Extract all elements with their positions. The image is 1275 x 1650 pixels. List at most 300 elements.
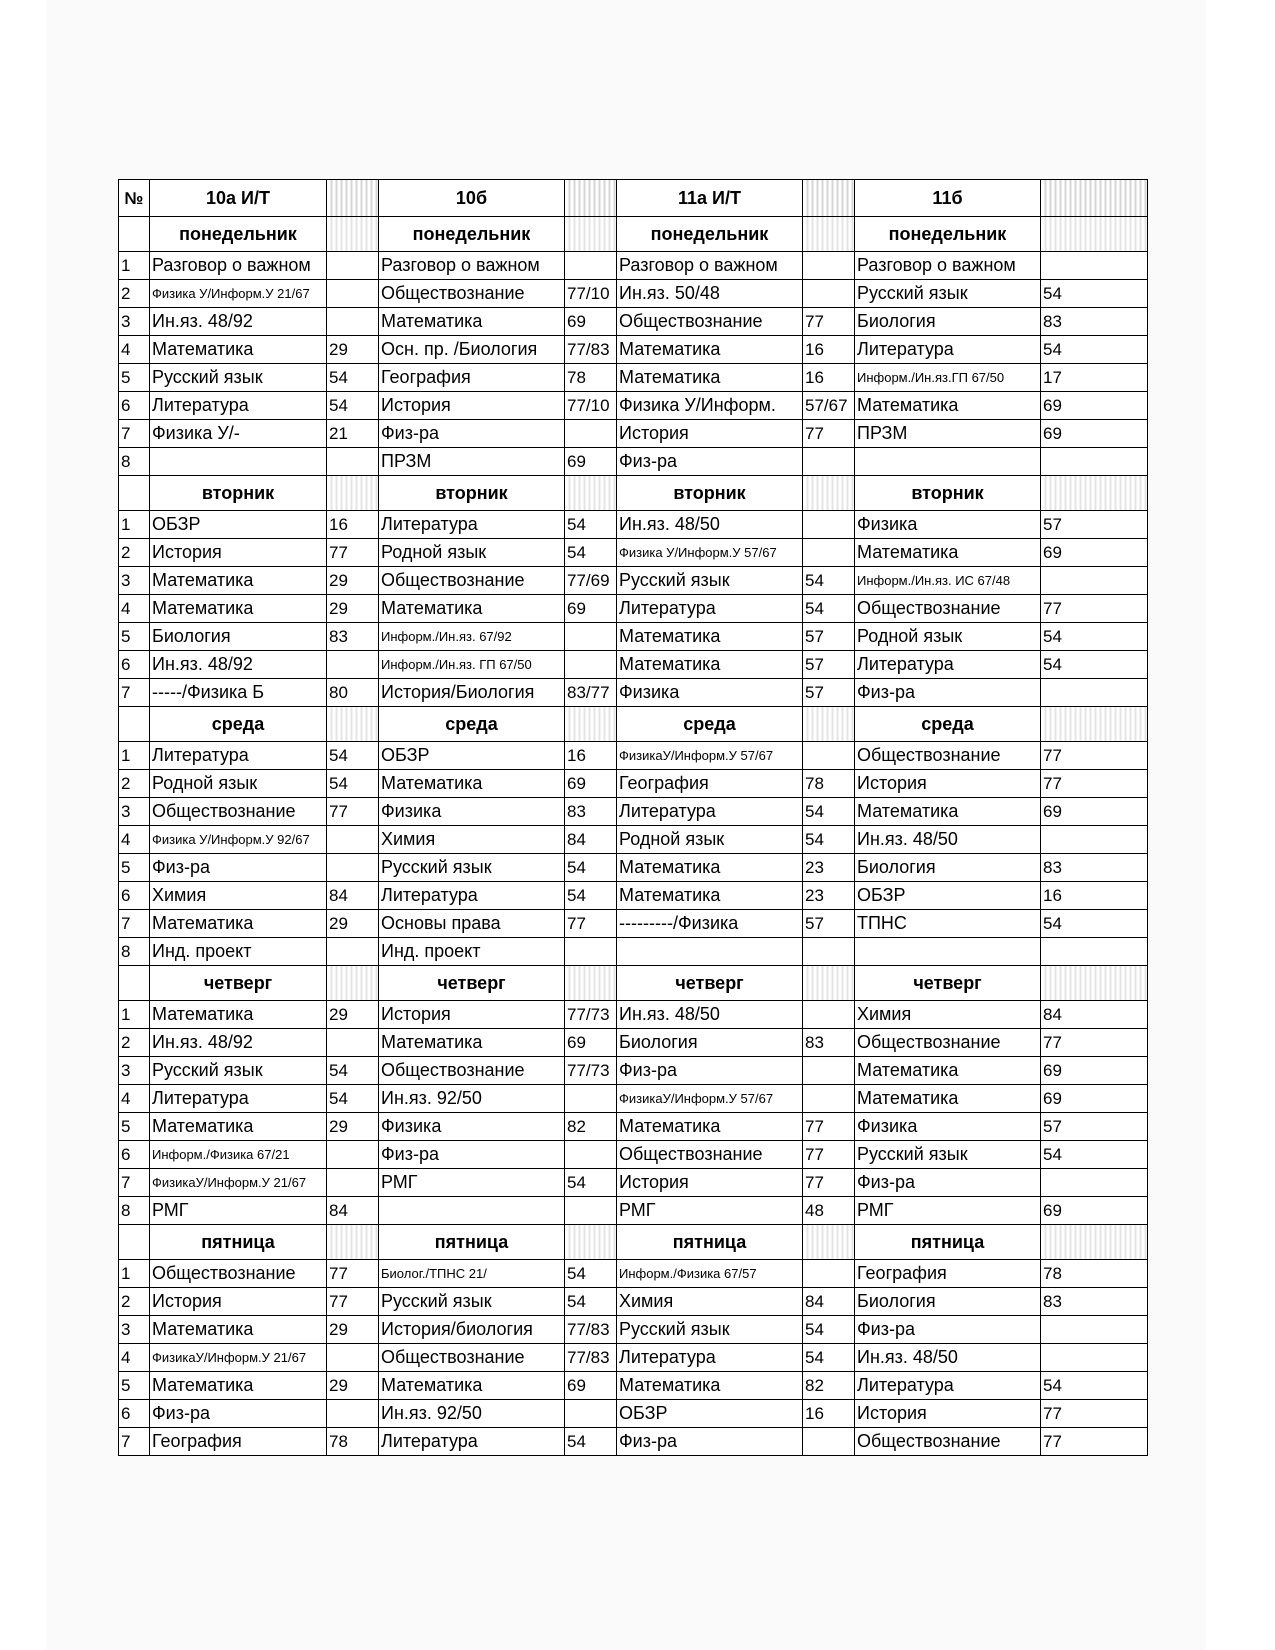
day-name: пятница — [379, 1225, 565, 1260]
day-band — [327, 217, 379, 252]
day-band — [803, 476, 855, 511]
room-cell: 84 — [327, 1197, 379, 1225]
lesson-number: 8 — [119, 448, 150, 476]
room-cell: 77/73 — [565, 1057, 617, 1085]
lesson-row — [119, 392, 1148, 420]
room-cell: 54 — [327, 742, 379, 770]
lesson-row — [119, 770, 1148, 798]
lesson-number: 1 — [119, 1260, 150, 1288]
subject-cell: Информ./Физика 67/57 — [617, 1260, 803, 1288]
room-cell: 83 — [1041, 1288, 1148, 1316]
day-name: среда — [855, 707, 1041, 742]
subject-cell: Информ./Ин.яз. ИС 67/48 — [855, 567, 1041, 595]
subject-cell: Математика — [855, 1085, 1041, 1113]
room-cell — [565, 1400, 617, 1428]
day-band — [327, 707, 379, 742]
subject-cell: История — [855, 770, 1041, 798]
lesson-row — [119, 511, 1148, 539]
room-cell: 69 — [1041, 1085, 1148, 1113]
subject-cell: Математика — [855, 1057, 1041, 1085]
subject-cell: Обществознание — [379, 280, 565, 308]
subject-cell: Литература — [855, 336, 1041, 364]
subject-cell: Информ./Физика 67/21 — [150, 1141, 327, 1169]
subject-cell: Биология — [617, 1029, 803, 1057]
room-cell: 54 — [1041, 1372, 1148, 1400]
day-name: четверг — [617, 966, 803, 1001]
lesson-row — [119, 742, 1148, 770]
subject-cell: Русский язык — [855, 1141, 1041, 1169]
room-cell — [803, 539, 855, 567]
room-cell: 69 — [565, 308, 617, 336]
lesson-number: 3 — [119, 1057, 150, 1085]
lesson-row — [119, 1197, 1148, 1225]
lesson-row — [119, 798, 1148, 826]
lesson-row — [119, 679, 1148, 707]
subject-cell: Литература — [855, 651, 1041, 679]
lesson-number: 6 — [119, 1400, 150, 1428]
room-cell: 16 — [803, 336, 855, 364]
room-cell: 77 — [803, 1141, 855, 1169]
subject-cell: Физ-ра — [617, 1428, 803, 1456]
subject-cell: ---------/Физика — [617, 910, 803, 938]
room-cell: 69 — [565, 448, 617, 476]
room-cell: 54 — [565, 854, 617, 882]
lesson-row — [119, 1372, 1148, 1400]
subject-cell: Ин.яз. 92/50 — [379, 1085, 565, 1113]
subject-cell: РМГ — [150, 1197, 327, 1225]
subject-cell: ОБЗР — [379, 742, 565, 770]
day-name: понедельник — [855, 217, 1041, 252]
room-cell — [1041, 252, 1148, 280]
day-band — [565, 707, 617, 742]
day-num-blank — [119, 217, 150, 252]
room-cell — [565, 1141, 617, 1169]
lesson-number: 3 — [119, 798, 150, 826]
subject-cell: Обществознание — [855, 1029, 1041, 1057]
room-cell — [565, 420, 617, 448]
room-cell: 29 — [327, 567, 379, 595]
room-cell — [327, 1400, 379, 1428]
subject-cell: Математика — [617, 1113, 803, 1141]
subject-cell: Математика — [379, 1029, 565, 1057]
room-cell: 83 — [327, 623, 379, 651]
room-cell: 57 — [1041, 1113, 1148, 1141]
room-cell: 77/69 — [565, 567, 617, 595]
lesson-row — [119, 882, 1148, 910]
subject-cell: Физика — [617, 679, 803, 707]
subject-cell: Русский язык — [379, 854, 565, 882]
subject-cell: Обществознание — [617, 308, 803, 336]
lesson-number: 2 — [119, 770, 150, 798]
room-cell: 29 — [327, 336, 379, 364]
day-band — [803, 1225, 855, 1260]
room-cell — [327, 448, 379, 476]
room-cell: 54 — [327, 392, 379, 420]
day-name: четверг — [379, 966, 565, 1001]
lesson-number: 1 — [119, 511, 150, 539]
room-cell — [327, 1141, 379, 1169]
room-cell: 77 — [803, 1113, 855, 1141]
room-cell: 54 — [803, 826, 855, 854]
day-name: понедельник — [150, 217, 327, 252]
subject-cell: Русский язык — [855, 280, 1041, 308]
subject-cell: Родной язык — [379, 539, 565, 567]
room-cell — [565, 623, 617, 651]
subject-cell: Математика — [150, 336, 327, 364]
room-cell: 16 — [803, 1400, 855, 1428]
subject-cell: ОБЗР — [150, 511, 327, 539]
room-cell: 77 — [803, 308, 855, 336]
room-cell — [327, 651, 379, 679]
subject-cell: Математика — [150, 595, 327, 623]
subject-cell: Родной язык — [855, 623, 1041, 651]
subject-cell: География — [617, 770, 803, 798]
subject-cell: Химия — [855, 1001, 1041, 1029]
subject-cell: Ин.яз. 48/92 — [150, 651, 327, 679]
subject-cell: Математика — [150, 1001, 327, 1029]
day-band — [1041, 707, 1148, 742]
subject-cell: Литература — [379, 511, 565, 539]
subject-cell: Информ./Ин.яз. 67/92 — [379, 623, 565, 651]
room-cell — [565, 938, 617, 966]
lesson-number: 1 — [119, 742, 150, 770]
day-name: пятница — [150, 1225, 327, 1260]
room-cell: 84 — [803, 1288, 855, 1316]
lesson-row — [119, 1113, 1148, 1141]
day-name: четверг — [150, 966, 327, 1001]
room-cell: 69 — [565, 770, 617, 798]
day-band — [803, 707, 855, 742]
room-cell — [1041, 1169, 1148, 1197]
room-cell — [803, 1001, 855, 1029]
header-class-11a: 11а И/Т — [617, 180, 803, 217]
subject-cell: Литература — [617, 798, 803, 826]
header-band — [327, 180, 379, 217]
subject-cell — [150, 448, 327, 476]
subject-cell: ФизикаУ/Информ.У 21/67 — [150, 1344, 327, 1372]
lesson-number: 4 — [119, 826, 150, 854]
day-header-row — [119, 707, 1148, 742]
subject-cell: Математика — [617, 882, 803, 910]
room-cell: 23 — [803, 882, 855, 910]
lesson-number: 7 — [119, 1428, 150, 1456]
lesson-row — [119, 910, 1148, 938]
subject-cell: Обществознание — [379, 567, 565, 595]
subject-cell: ФизикаУ/Информ.У 21/67 — [150, 1169, 327, 1197]
room-cell: 83 — [1041, 308, 1148, 336]
lesson-row — [119, 595, 1148, 623]
room-cell: 54 — [803, 798, 855, 826]
day-name: среда — [379, 707, 565, 742]
lesson-row — [119, 567, 1148, 595]
room-cell — [803, 742, 855, 770]
day-name: понедельник — [617, 217, 803, 252]
lesson-number: 5 — [119, 623, 150, 651]
lesson-number: 5 — [119, 1372, 150, 1400]
day-name: вторник — [855, 476, 1041, 511]
lesson-number: 4 — [119, 595, 150, 623]
room-cell: 54 — [1041, 910, 1148, 938]
subject-cell: Литература — [379, 1428, 565, 1456]
room-cell: 78 — [327, 1428, 379, 1456]
lesson-number: 2 — [119, 539, 150, 567]
room-cell: 54 — [565, 1428, 617, 1456]
subject-cell: Математика — [617, 623, 803, 651]
subject-cell: РМГ — [617, 1197, 803, 1225]
subject-cell: Обществознание — [855, 742, 1041, 770]
room-cell — [327, 252, 379, 280]
lesson-number: 4 — [119, 1344, 150, 1372]
lesson-number: 4 — [119, 336, 150, 364]
subject-cell: ПРЗМ — [855, 420, 1041, 448]
room-cell: 29 — [327, 1372, 379, 1400]
subject-cell: История — [617, 420, 803, 448]
day-header-row — [119, 476, 1148, 511]
lesson-row — [119, 420, 1148, 448]
room-cell — [1041, 826, 1148, 854]
lesson-row — [119, 1057, 1148, 1085]
subject-cell: География — [150, 1428, 327, 1456]
room-cell: 78 — [803, 770, 855, 798]
subject-cell: Ин.яз. 50/48 — [617, 280, 803, 308]
lesson-number: 1 — [119, 1001, 150, 1029]
lesson-row — [119, 336, 1148, 364]
subject-cell: Физика У/- — [150, 420, 327, 448]
subject-cell: Математика — [617, 651, 803, 679]
subject-cell: РМГ — [855, 1197, 1041, 1225]
subject-cell: ОБЗР — [855, 882, 1041, 910]
subject-cell: Русский язык — [617, 567, 803, 595]
room-cell — [1041, 567, 1148, 595]
lesson-number: 2 — [119, 1288, 150, 1316]
subject-cell — [855, 448, 1041, 476]
room-cell — [327, 854, 379, 882]
header-num: № — [119, 180, 150, 217]
subject-cell: Химия — [617, 1288, 803, 1316]
header-class-11b: 11б — [855, 180, 1041, 217]
room-cell — [565, 252, 617, 280]
room-cell: 69 — [565, 595, 617, 623]
room-cell: 54 — [327, 364, 379, 392]
subject-cell: Математика — [617, 336, 803, 364]
schedule-body — [119, 180, 1148, 1456]
room-cell: 77 — [1041, 742, 1148, 770]
day-name: четверг — [855, 966, 1041, 1001]
room-cell — [1041, 938, 1148, 966]
room-cell: 84 — [565, 826, 617, 854]
subject-cell: Родной язык — [150, 770, 327, 798]
subject-cell: Литература — [150, 1085, 327, 1113]
room-cell: 83 — [1041, 854, 1148, 882]
room-cell — [803, 1057, 855, 1085]
room-cell: 84 — [1041, 1001, 1148, 1029]
room-cell: 29 — [327, 910, 379, 938]
room-cell — [803, 252, 855, 280]
day-band — [565, 966, 617, 1001]
subject-cell: Информ./Ин.яз.ГП 67/50 — [855, 364, 1041, 392]
room-cell: 17 — [1041, 364, 1148, 392]
room-cell — [803, 1260, 855, 1288]
subject-cell: Ин.яз. 48/50 — [617, 511, 803, 539]
lesson-number: 7 — [119, 679, 150, 707]
header-band — [803, 180, 855, 217]
subject-cell: История/биология — [379, 1316, 565, 1344]
room-cell: 82 — [565, 1113, 617, 1141]
lesson-number: 5 — [119, 1113, 150, 1141]
subject-cell: Обществознание — [855, 595, 1041, 623]
room-cell: 54 — [565, 511, 617, 539]
room-cell: 69 — [1041, 539, 1148, 567]
lesson-row — [119, 448, 1148, 476]
subject-cell: Осн. пр. /Биология — [379, 336, 565, 364]
lesson-number: 6 — [119, 882, 150, 910]
room-cell: 54 — [327, 770, 379, 798]
room-cell: 54 — [565, 1169, 617, 1197]
lesson-row — [119, 308, 1148, 336]
room-cell: 54 — [803, 1344, 855, 1372]
lesson-number: 8 — [119, 938, 150, 966]
room-cell: 69 — [565, 1372, 617, 1400]
lesson-number: 6 — [119, 1141, 150, 1169]
subject-cell: Биология — [855, 1288, 1041, 1316]
subject-cell: ПРЗМ — [379, 448, 565, 476]
subject-cell: Обществознание — [379, 1344, 565, 1372]
lesson-number: 7 — [119, 910, 150, 938]
subject-cell — [617, 938, 803, 966]
room-cell — [327, 280, 379, 308]
subject-cell: Информ./Ин.яз. ГП 67/50 — [379, 651, 565, 679]
room-cell: 77 — [1041, 1400, 1148, 1428]
room-cell: 77/83 — [565, 1316, 617, 1344]
room-cell: 54 — [327, 1085, 379, 1113]
lesson-row — [119, 1316, 1148, 1344]
subject-cell: Инд. проект — [150, 938, 327, 966]
lesson-row — [119, 252, 1148, 280]
day-band — [1041, 476, 1148, 511]
room-cell — [1041, 1316, 1148, 1344]
subject-cell: Русский язык — [150, 364, 327, 392]
room-cell: 54 — [1041, 651, 1148, 679]
subject-cell: Родной язык — [617, 826, 803, 854]
room-cell: 78 — [1041, 1260, 1148, 1288]
subject-cell: Обществознание — [617, 1141, 803, 1169]
room-cell: 69 — [1041, 1197, 1148, 1225]
room-cell: 77/10 — [565, 280, 617, 308]
lesson-number: 6 — [119, 392, 150, 420]
room-cell: 77/10 — [565, 392, 617, 420]
subject-cell: Физ-ра — [617, 448, 803, 476]
room-cell: 23 — [803, 854, 855, 882]
day-band — [1041, 1225, 1148, 1260]
lesson-row — [119, 1001, 1148, 1029]
subject-cell: Русский язык — [617, 1316, 803, 1344]
room-cell — [565, 1085, 617, 1113]
lesson-row — [119, 1344, 1148, 1372]
day-name: вторник — [617, 476, 803, 511]
lesson-number: 5 — [119, 854, 150, 882]
subject-cell: РМГ — [379, 1169, 565, 1197]
room-cell: 57/67 — [803, 392, 855, 420]
room-cell — [327, 1029, 379, 1057]
room-cell: 83 — [803, 1029, 855, 1057]
subject-cell: География — [379, 364, 565, 392]
subject-cell: Математика — [150, 567, 327, 595]
lesson-row — [119, 854, 1148, 882]
lesson-row — [119, 1428, 1148, 1456]
day-header-row — [119, 217, 1148, 252]
day-num-blank — [119, 707, 150, 742]
room-cell: 69 — [1041, 392, 1148, 420]
day-band — [803, 217, 855, 252]
subject-cell: Литература — [379, 882, 565, 910]
lesson-row — [119, 1400, 1148, 1428]
subject-cell: История — [379, 1001, 565, 1029]
room-cell: 77/73 — [565, 1001, 617, 1029]
day-num-blank — [119, 966, 150, 1001]
header-band — [565, 180, 617, 217]
room-cell: 77 — [327, 798, 379, 826]
lesson-number: 3 — [119, 567, 150, 595]
room-cell: 69 — [1041, 1057, 1148, 1085]
room-cell — [1041, 1344, 1148, 1372]
lesson-row — [119, 280, 1148, 308]
subject-cell: Математика — [379, 308, 565, 336]
room-cell: 80 — [327, 679, 379, 707]
room-cell: 77 — [1041, 1029, 1148, 1057]
subject-cell: Математика — [855, 798, 1041, 826]
subject-cell: Литература — [617, 1344, 803, 1372]
room-cell — [565, 651, 617, 679]
room-cell — [803, 1085, 855, 1113]
room-cell: 54 — [1041, 280, 1148, 308]
lesson-number: 3 — [119, 1316, 150, 1344]
subject-cell: Русский язык — [150, 1057, 327, 1085]
subject-cell: Биология — [855, 854, 1041, 882]
lesson-number: 8 — [119, 1197, 150, 1225]
subject-cell: История — [617, 1169, 803, 1197]
lesson-row — [119, 826, 1148, 854]
room-cell: 21 — [327, 420, 379, 448]
room-cell: 54 — [565, 1288, 617, 1316]
room-cell: 69 — [1041, 798, 1148, 826]
day-band — [1041, 217, 1148, 252]
room-cell: 57 — [803, 679, 855, 707]
subject-cell: Физ-ра — [617, 1057, 803, 1085]
subject-cell: История/Биология — [379, 679, 565, 707]
room-cell: 48 — [803, 1197, 855, 1225]
room-cell — [803, 280, 855, 308]
day-band — [565, 1225, 617, 1260]
room-cell: 77 — [327, 1288, 379, 1316]
subject-cell: История — [379, 392, 565, 420]
subject-cell: Математика — [617, 1372, 803, 1400]
room-cell: 29 — [327, 1113, 379, 1141]
room-cell: 29 — [327, 1316, 379, 1344]
header-class-10b: 10б — [379, 180, 565, 217]
subject-cell: Математика — [379, 1372, 565, 1400]
subject-cell: Физ-ра — [379, 1141, 565, 1169]
room-cell: 69 — [1041, 420, 1148, 448]
subject-cell: Литература — [855, 1372, 1041, 1400]
room-cell — [565, 1197, 617, 1225]
room-cell: 84 — [327, 882, 379, 910]
room-cell: 54 — [327, 1057, 379, 1085]
lesson-row — [119, 539, 1148, 567]
subject-cell: Математика — [150, 910, 327, 938]
subject-cell: Физ-ра — [150, 854, 327, 882]
room-cell: 16 — [565, 742, 617, 770]
day-num-blank — [119, 476, 150, 511]
